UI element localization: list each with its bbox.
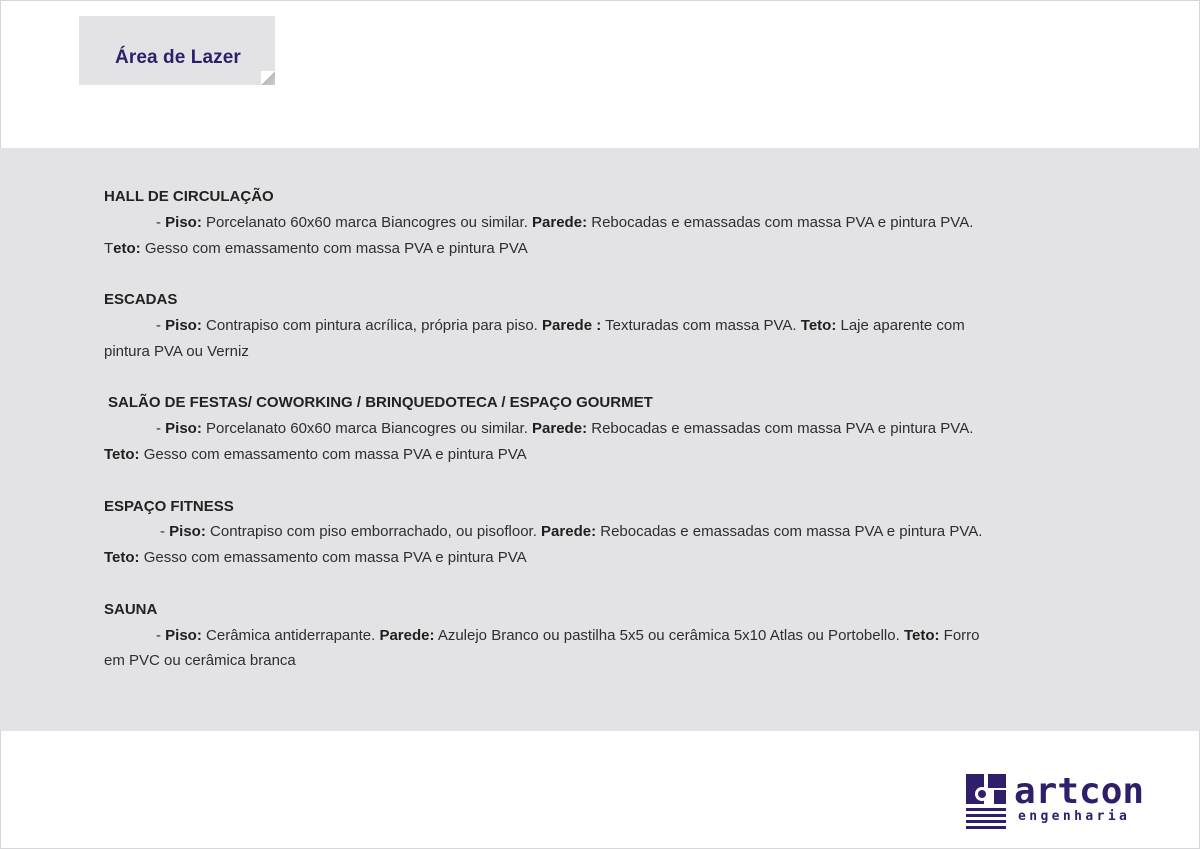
teto-text: Laje aparente com pintura PVA ou Verniz	[104, 316, 965, 360]
line-prefix: -	[156, 420, 166, 438]
parede-text: Rebocadas e emassadas com massa PVA e pintura PVA. T	[104, 213, 974, 257]
piso-text: Porcelanato 60x60 marca Biancogres ou similar.	[201, 213, 533, 231]
piso-label: Piso:	[165, 626, 202, 644]
teto-text: Gesso com emassamento com massa PVA e pintura PVA	[139, 549, 527, 567]
parede-text: Texturadas com massa PVA.	[601, 316, 801, 334]
teto-text: Gesso com emassamento com massa PVA e pintura PVA	[140, 239, 528, 257]
parede-text: Azulejo Branco ou pastilha 5x5 ou cerâmica 5x10 Atlas ou Portobello.	[434, 626, 904, 644]
section-espaco-fitness	[104, 494, 984, 571]
section-heading: ESCADAS	[104, 291, 178, 309]
piso-text: Cerâmica antiderrapante.	[201, 626, 380, 644]
teto-label: Teto:	[903, 626, 940, 644]
teto-label: Teto:	[800, 316, 837, 334]
piso-text: Contrapiso com pintura acrílica, própria para piso.	[201, 316, 543, 334]
parede-label: Parede :	[542, 316, 602, 334]
section-heading: HALL DE CIRCULAÇÃO	[104, 188, 274, 205]
parede-label: Parede:	[532, 420, 588, 438]
teto-text: Forro em PVC ou cerâmica branca	[104, 626, 980, 670]
artcon-logo-mark-icon	[966, 772, 1010, 834]
specifications-content	[104, 184, 984, 700]
teto-label: eto:	[113, 239, 141, 257]
line-prefix: -	[156, 626, 166, 644]
parede-label: Parede:	[541, 523, 597, 541]
teto-label: Teto:	[104, 445, 140, 463]
section-hall	[104, 184, 984, 261]
section-escadas	[104, 287, 984, 364]
section-description	[104, 313, 984, 365]
section-description	[104, 416, 984, 468]
teto-text: Gesso com emassamento com massa PVA e pintura PVA	[139, 445, 527, 463]
logo-subtitle: engenharia	[1018, 809, 1131, 824]
artcon-logo	[966, 772, 1156, 836]
line-prefix: -	[160, 523, 170, 541]
teto-label: Teto:	[104, 549, 140, 567]
section-sauna	[104, 597, 984, 674]
section-description	[104, 519, 984, 571]
section-salao-de-festas	[104, 390, 984, 467]
piso-text: Porcelanato 60x60 marca Biancogres ou similar.	[201, 420, 533, 438]
line-prefix: -	[156, 316, 166, 334]
section-description	[104, 210, 984, 262]
section-heading: ESPAÇO FITNESS	[104, 497, 234, 515]
piso-label: Piso:	[169, 523, 206, 541]
section-description	[104, 623, 984, 675]
piso-label: Piso:	[165, 213, 202, 231]
section-heading: SALÃO DE FESTAS/ COWORKING / BRINQUEDOTECA / ESPAÇO GOURMET	[108, 394, 653, 412]
parede-text: Rebocadas e emassadas com massa PVA e pintura PVA.	[596, 523, 983, 541]
logo-wordmark: artcon	[1014, 771, 1145, 812]
parede-label: Parede:	[532, 213, 588, 231]
parede-text: Rebocadas e emassadas com massa PVA e pintura PVA.	[587, 420, 974, 438]
section-heading: SAUNA	[104, 600, 158, 618]
page-title: Área de Lazer	[115, 47, 241, 68]
piso-text: Contrapiso com piso emborrachado, ou pisofloor.	[205, 523, 542, 541]
piso-label: Piso:	[165, 420, 202, 438]
parede-label: Parede:	[379, 626, 435, 644]
title-tab	[79, 16, 275, 85]
piso-label: Piso:	[165, 316, 202, 334]
line-prefix: -	[156, 213, 166, 231]
folded-corner	[261, 71, 275, 85]
